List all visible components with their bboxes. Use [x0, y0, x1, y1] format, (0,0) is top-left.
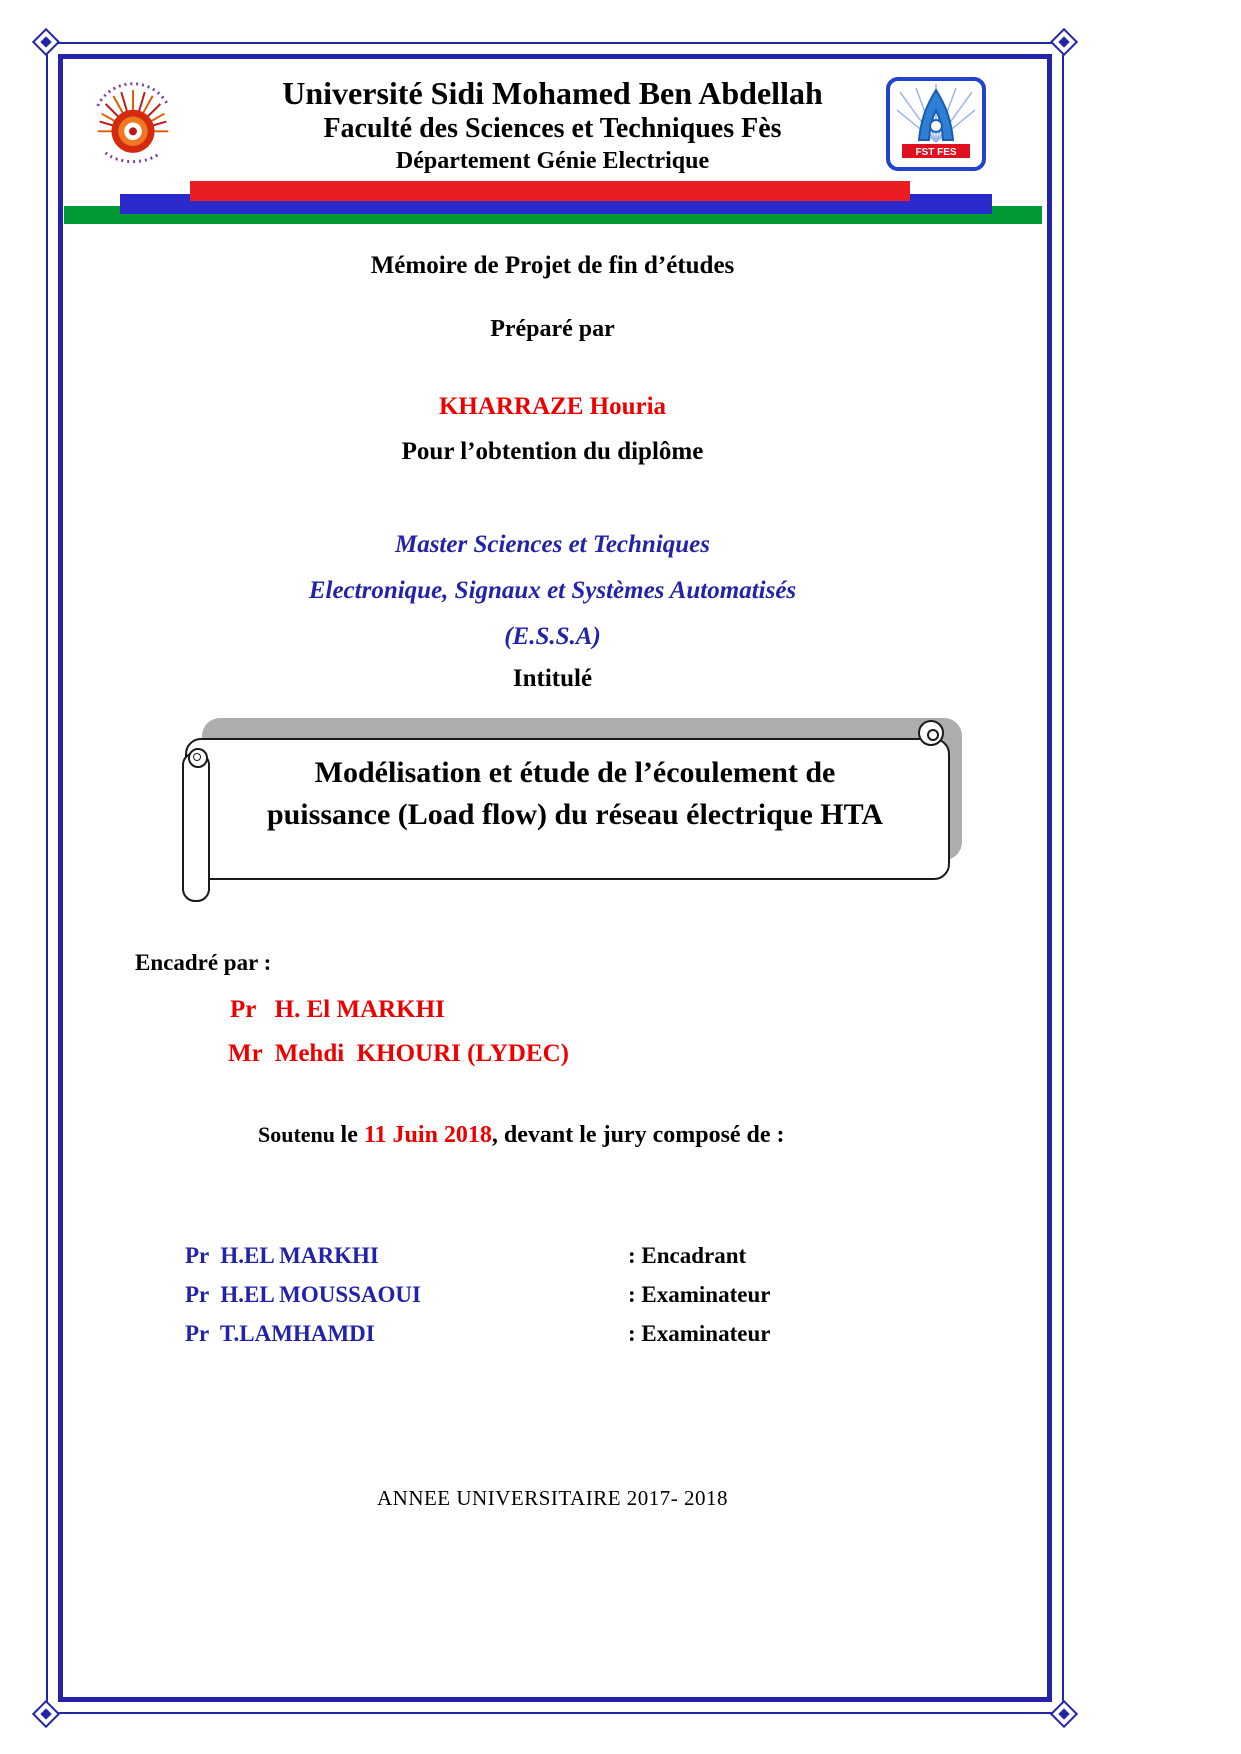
jury-member-role: : Examinateur — [628, 1282, 771, 1307]
faculty-name: Faculté des Sciences et Techniques Fès — [323, 113, 782, 144]
diploma-line: Pour l’obtention du diplôme — [401, 438, 704, 465]
thesis-title-line1: Modélisation et étude de l’écoulement de — [314, 756, 836, 789]
master-program-line2: Electronique, Signaux et Systèmes Automatisés — [308, 577, 797, 604]
defense-date: 11 Juin 2018 — [363, 1122, 492, 1148]
academic-year: ANNEE UNIVERSITAIRE 2017- 2018 — [376, 1486, 729, 1510]
thesis-title — [210, 752, 940, 836]
corner-ornament-icon — [1051, 1701, 1077, 1727]
jury-member-name: Pr T.LAMHAMDI — [185, 1321, 375, 1346]
fst-caption-text: FST FES — [915, 147, 957, 158]
master-program-acronym: (E.S.S.A) — [504, 623, 601, 650]
supervisor-1: Pr H. El MARKHI — [230, 996, 445, 1023]
jury-row — [0, 1282, 1100, 1312]
red-separator-bar — [190, 181, 910, 201]
university-name: Université Sidi Mohamed Ben Abdellah — [282, 75, 823, 111]
master-program-line1: Master Sciences et Techniques — [394, 531, 711, 558]
corner-ornament-icon — [1051, 29, 1077, 55]
corner-ornament-icon — [33, 1701, 59, 1727]
author-name: KHARRAZE Houria — [438, 393, 667, 420]
scroll-curl-icon — [918, 720, 944, 746]
jury-row — [0, 1243, 1100, 1273]
defense-line — [258, 1122, 785, 1149]
prepared-by-line: Préparé par — [490, 316, 615, 342]
thesis-title-line2: puissance (Load flow) du réseau électrique HTA — [266, 798, 884, 831]
defense-part2: le — [340, 1122, 364, 1148]
jury-row — [0, 1321, 1100, 1351]
corner-ornament-icon — [33, 29, 59, 55]
defense-part1: Soutenu — [258, 1122, 341, 1147]
jury-member-name: Pr H.EL MARKHI — [185, 1243, 379, 1268]
jury-member-role: : Encadrant — [628, 1243, 747, 1268]
intitule-label: Intitulé — [512, 665, 593, 692]
jury-member-role: : Examinateur — [628, 1321, 771, 1346]
memoire-line: Mémoire de Projet de fin d’études — [370, 252, 735, 279]
jury-member-name: Pr H.EL MOUSSAOUI — [185, 1282, 421, 1307]
header-block — [60, 74, 1045, 176]
department-name: Département Génie Electrique — [395, 148, 710, 174]
supervised-by-label: Encadré par : — [135, 950, 272, 975]
defense-part3: , devant le jury composé de : — [491, 1122, 785, 1148]
scroll-roll-icon — [182, 752, 210, 902]
supervisor-2: Mr Mehdi KHOURI (LYDEC) — [228, 1040, 569, 1067]
